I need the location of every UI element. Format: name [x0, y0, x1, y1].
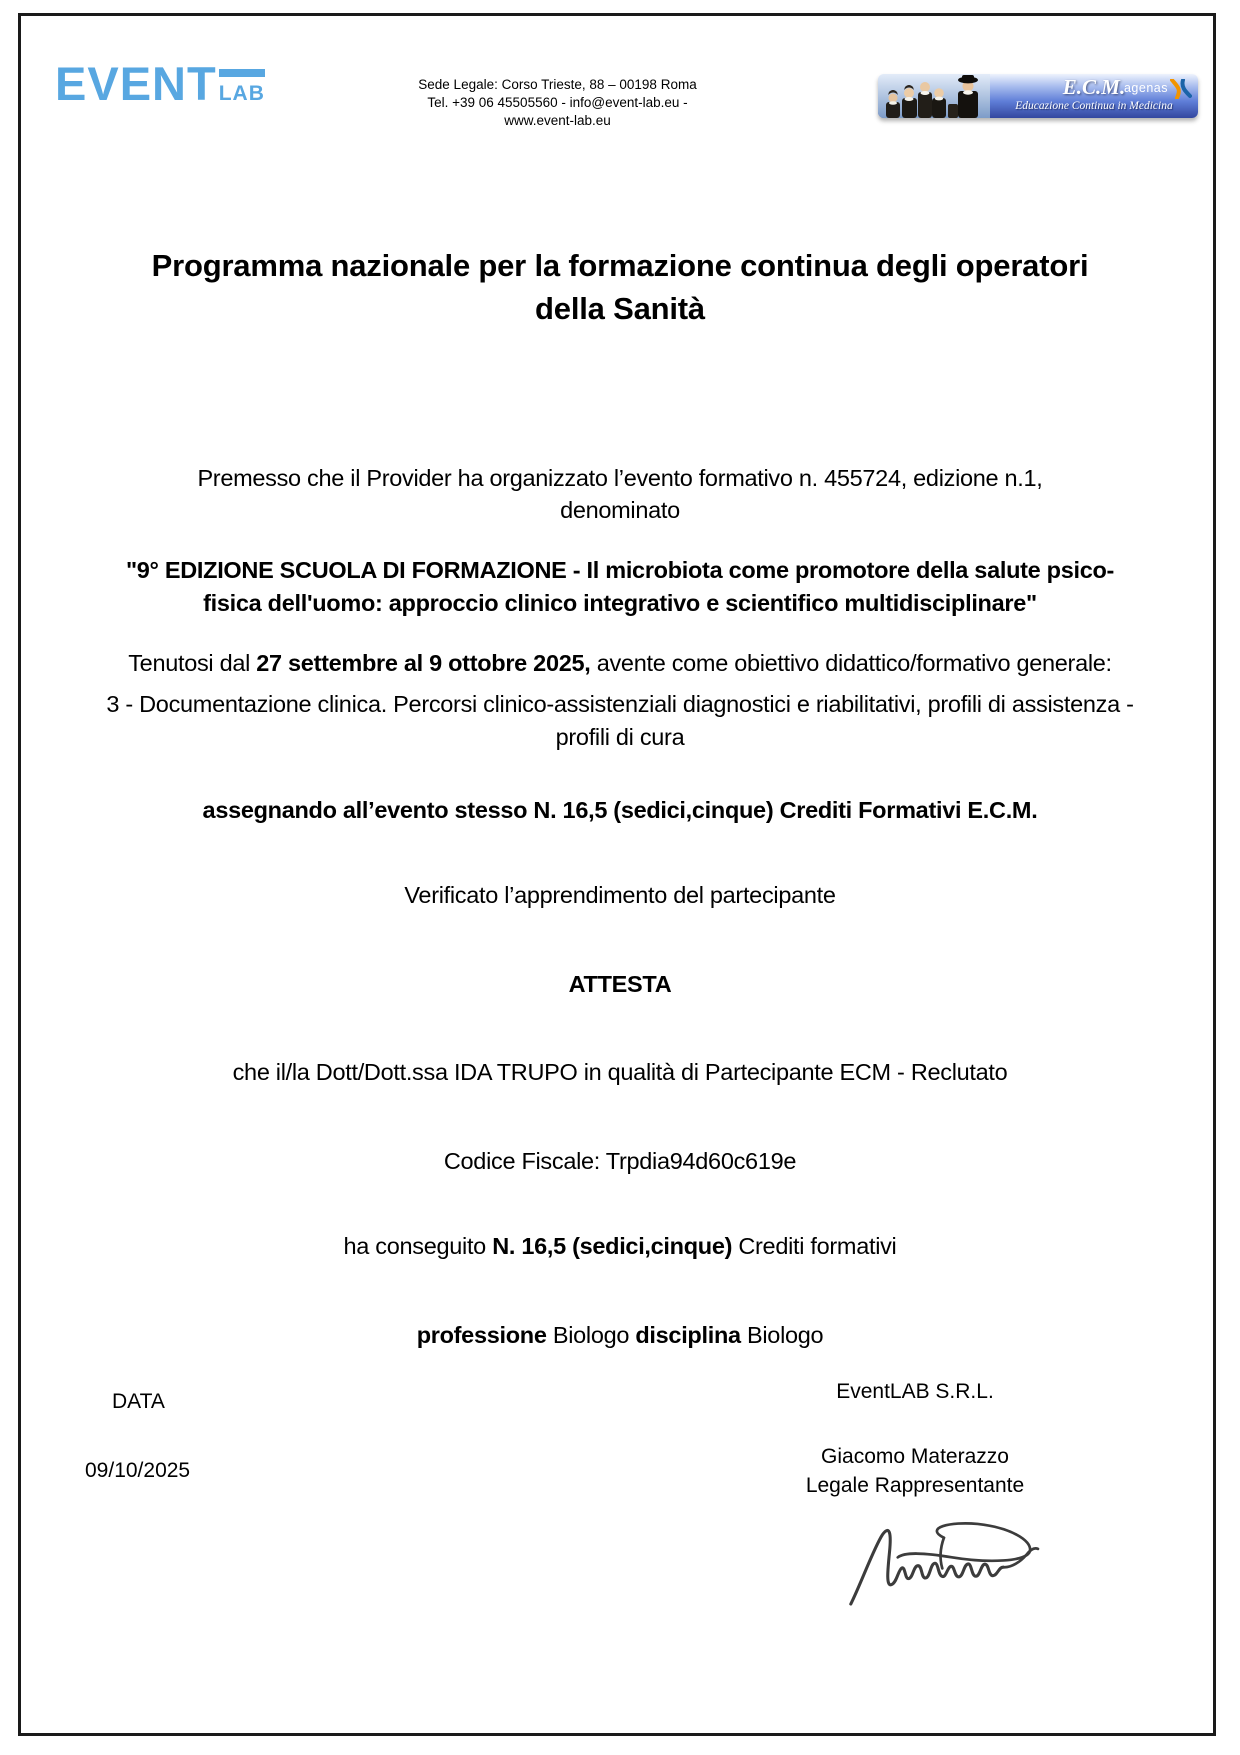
signer-name: Giacomo Materazzo	[821, 1445, 1009, 1469]
credits-earned	[50, 1230, 1190, 1263]
document-title: Programma nazionale per la formazione continua degli operatori della Sanità	[151, 248, 1089, 326]
disciplina-label: disciplina	[635, 1322, 741, 1349]
professione-value: Biologo	[552, 1322, 630, 1349]
signature-block	[755, 1378, 1075, 1616]
disciplina-value: Biologo	[747, 1322, 824, 1349]
verification-statement: Verificato l’apprendimento del partecipante	[404, 881, 836, 908]
credits-statement: assegnando all’evento stesso N. 16,5 (sedici,cinque) Crediti Formativi E.C.M.	[202, 796, 1038, 823]
agenas-label: agenas	[1123, 81, 1168, 95]
date-value: 09/10/2025	[85, 1459, 191, 1482]
agenas-swoosh-icon	[1170, 79, 1192, 99]
objective-text: 3 - Documentazione clinica. Percorsi clinico-assistenziali diagnostici e riabilitativi, profili di assistenza - profili di cura	[106, 690, 1134, 750]
certificate-content	[50, 245, 1190, 1352]
ecm-subtitle: Educazione Continua in Medicina	[1015, 100, 1173, 112]
eventlab-logo	[55, 57, 265, 110]
tenutosi-dates: 27 settembre al 9 ottobre 2025,	[256, 650, 591, 677]
tenutosi-prefix: Tenutosi dal	[128, 650, 257, 677]
header-address	[400, 76, 715, 129]
address-line1: Sede Legale: Corso Trieste, 88 – 00198 Roma	[418, 77, 697, 92]
conseguito-prefix: ha conseguito	[343, 1233, 493, 1260]
logo-text-event: EVENT	[55, 57, 217, 110]
fiscal-code: Codice Fiscale: Trpdia94d60c619e	[443, 1148, 797, 1175]
date-label: DATA	[112, 1390, 165, 1413]
signer-role: Legale Rappresentante	[805, 1473, 1025, 1497]
conseguito-credits: N. 16,5 (sedici,cinque)	[492, 1233, 733, 1260]
professione-label: professione	[416, 1322, 547, 1349]
address-line2: Tel. +39 06 45505560 - info@event-lab.eu -	[427, 94, 688, 110]
logo-text-lab: LAB	[218, 82, 265, 106]
signature-image	[841, 1515, 1044, 1612]
attests-heading: ATTESTA	[568, 970, 672, 997]
event-dates-paragraph	[105, 647, 1135, 680]
company-name: EventLAB S.R.L.	[836, 1380, 994, 1403]
agenas-logo	[1124, 79, 1192, 99]
ecm-banner	[878, 74, 1198, 118]
tenutosi-suffix: avente come obiettivo didattico/formativo generale:	[590, 650, 1112, 677]
denominato-text: denominato	[560, 497, 680, 524]
profession-line	[50, 1319, 1190, 1352]
premise-paragraph	[50, 462, 1190, 528]
participant-statement: che il/la Dott/Dott.ssa IDA TRUPO in qualità di Partecipante ECM - Reclutato	[232, 1059, 1008, 1086]
conseguito-suffix: Crediti formativi	[732, 1233, 897, 1260]
address-line3: www.event-lab.eu	[504, 112, 611, 128]
logo-text-lab-wrap	[218, 69, 265, 106]
premise-text: Premesso che il Provider ha organizzato l’evento formativo n. 455724, edizione n.1,	[197, 464, 1043, 491]
ecm-title: E.C.M.	[1062, 75, 1126, 99]
event-title: "9° EDIZIONE SCUOLA DI FORMAZIONE - Il microbiota come promotore della salute psico-fisica dell'uomo: approccio clinico integrativo e scientifico multidisciplinare"	[125, 557, 1115, 617]
ecm-painting-image	[878, 74, 990, 118]
